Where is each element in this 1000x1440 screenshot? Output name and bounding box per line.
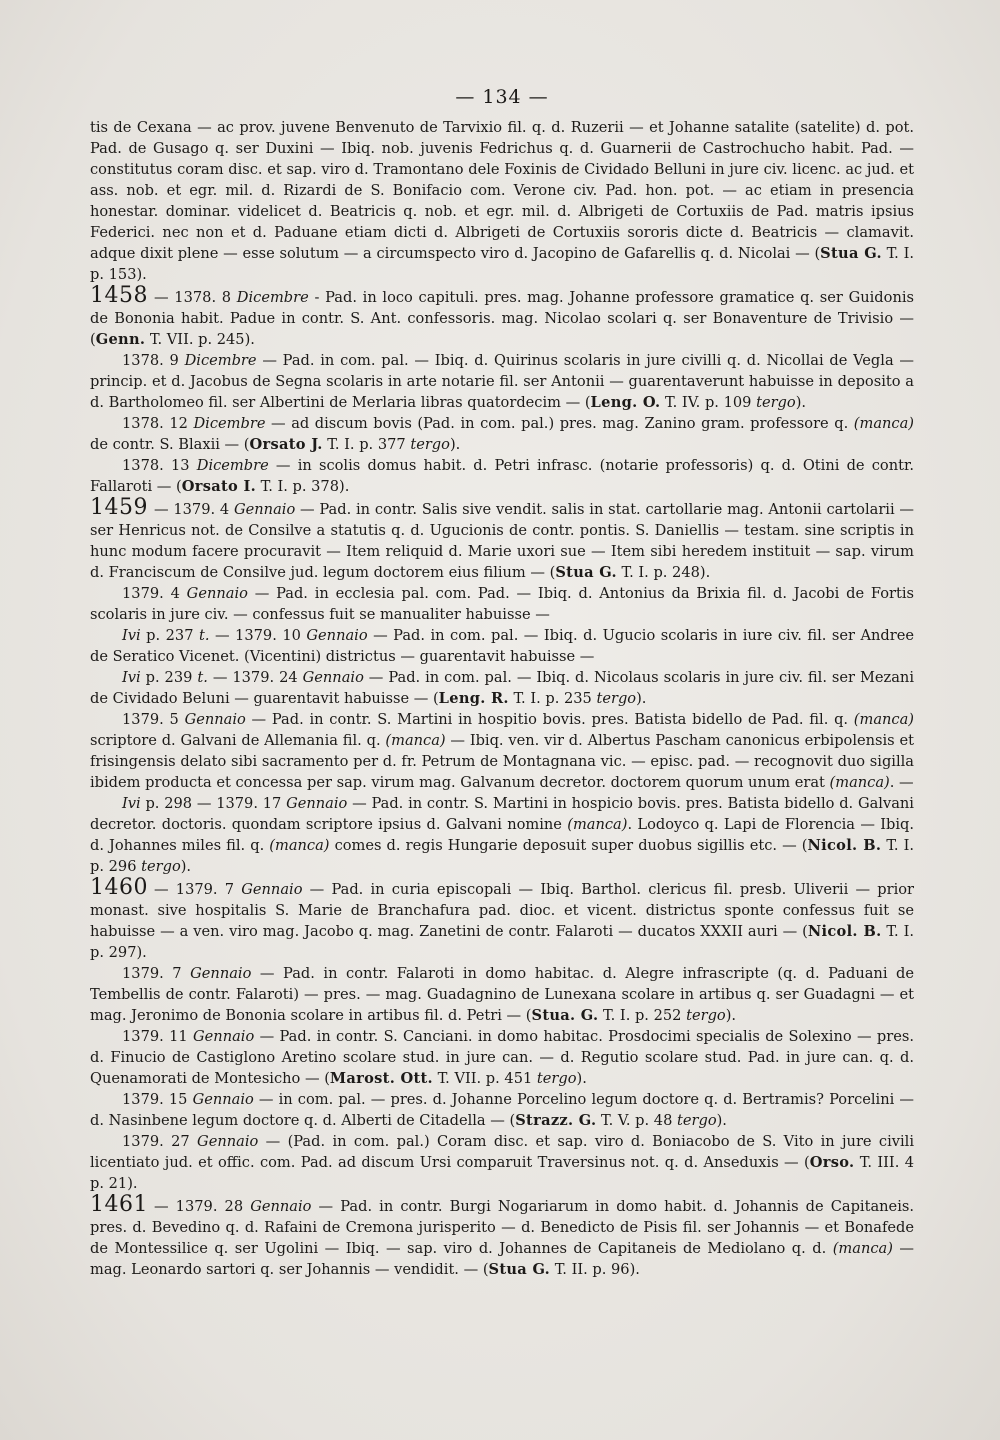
text-run: 1378. 12	[122, 415, 194, 432]
text-run: . Lodoyco q. Lapi de Florencia — Ibiq. d. Johannes miles fil. q.	[90, 816, 914, 854]
text-run: — ad discum bovis (Pad. in com. pal.) pres. mag. Zanino gram. professore q.	[265, 415, 854, 432]
text-run: — 1378. 8	[154, 289, 237, 306]
document-number: 1460	[90, 875, 148, 900]
italic-text: tergo	[686, 1007, 726, 1024]
italic-text: (manca)	[269, 837, 330, 854]
text-run: T. I. p. 252	[598, 1007, 687, 1024]
text-run: comes d. regis Hungarie deposuit super duobus sigillis etc. — (	[329, 837, 808, 854]
italic-text: (manca)	[567, 816, 628, 833]
italic-text: Gennaio	[190, 965, 252, 982]
archive-reference: Genn.	[95, 331, 146, 348]
text-run: 1379. 5	[122, 711, 185, 728]
italic-text: Ivi	[122, 627, 141, 644]
text-run: — Pad. in ecclesia pal. com. Pad. — Ibiq. d. Antonius da Brixia fil. d. Jacobi de Fortis scolaris in jure civ. — confessus fuit se manualiter habuisse —	[90, 585, 914, 623]
text-run: — Pad. in contr. Burgi Nogariarum in domo habit. d. Johannis de Capitaneis. pres. d. Bevedino q. d. Rafaini de Cremona jurisperito — d. Benedicto de Pisis fil. ser Johannis — et Bonafede de Montessilice q. ser Ugolini — Ibiq. — sap. viro d. Johannes de Capitaneis de Mediolano q. d.	[90, 1198, 914, 1257]
text-run: — Pad. in contr. Salis sive vendit. salis in stat. cartollarie mag. Antonii cartolarii — ser Henricus not. de Consilve a statutis q. d. Ugucionis de contr. pontis. S. Daniellis — testam. sine scriptis in hunc modum facere procuravit — Item reliquid d. Marie uxori sue — Item sibi heredem instituit — sap. virum d. Franciscum de Consilve jud. legum doctorem eius filium — (	[90, 501, 915, 581]
document-entry	[90, 285, 914, 350]
text-run: ).	[180, 858, 192, 875]
italic-text: (manca)	[853, 415, 914, 432]
text-run: — 1379. 28	[154, 1198, 251, 1215]
document-subentry	[90, 413, 914, 455]
italic-text: Dicembre	[236, 289, 309, 306]
text-run: 1379. 27	[122, 1133, 198, 1150]
archive-reference: Leng. O.	[590, 394, 661, 411]
text-run: T. III. 4 p. 21).	[90, 1154, 914, 1192]
italic-text: Gennaio	[302, 669, 364, 686]
text-run: T. I. p. 248).	[616, 564, 711, 581]
italic-text: Gennaio	[306, 627, 368, 644]
italic-text: Gennaio	[233, 501, 296, 518]
text-run: T. I. p. 378).	[255, 478, 350, 495]
text-run: — 1379. 10	[209, 627, 307, 644]
text-run: de contr. S. Blaxii — (	[90, 436, 250, 453]
italic-text: Dicembre	[193, 415, 266, 432]
italic-text: tergo	[677, 1112, 717, 1129]
text-run: T. I. p. 235	[508, 690, 597, 707]
text-run: — Pad. in com. pal. — Ibiq. d. Ugucio scolaris in iure civ. fil. ser Andree de Seratico Vicenet. (Vicentini) districtus — guarentavit habuisse —	[90, 627, 914, 665]
text-run: 1378. 9	[122, 352, 185, 369]
text-run: — Pad. in com. pal. — Ibiq. d. Quirinus scolaris in jure civilli q. d. Nicollai de Vegla — princip. et d. Jacobus de Segna scolaris in arte notarie fil. ser Antonii — guarentaverunt habuisse in deposito a d. Bartholomeo fil. ser Albertini de Merlaria libras quatordecim — (	[90, 352, 914, 411]
document-subentry	[90, 667, 914, 709]
italic-text: (manca)	[829, 774, 890, 791]
italic-text: Ivi	[122, 795, 141, 812]
text-run: — in scolis domus habit. d. Petri infrasc. (notarie professoris) q. d. Otini de contr. Fallaroti — (	[90, 457, 914, 495]
text-run: p. 298 — 1379. 17	[140, 795, 287, 812]
text-run: — Pad. in contr. S. Canciani. in domo habitac. Prosdocimi specialis de Solexino — pres. d. Finucio de Castiglono Aretino scolare stud. in jure can. — d. Regutio scolare stud. Pad. in jure can. q. d. Quenamorati de Montesicho — (	[90, 1028, 914, 1087]
text-run: — Pad. in contr. S. Martini in hospicio bovis. pres. Batista bidello d. Galvani decretor. doctoris. quondam scriptore ipsius d. Galvani nomine	[90, 795, 914, 833]
archive-reference: Stua G.	[488, 1261, 551, 1278]
archive-reference: Stua G.	[820, 245, 882, 262]
archive-reference: Orsato I.	[181, 478, 256, 495]
italic-text: (manca)	[385, 732, 446, 749]
text-run: — Pad. in curia episcopali — Ibiq. Barthol. clericus fil. presb. Uliverii — prior monast. sive hospitalis S. Marie de Branchafura pad. dioc. et vicent. districtus sponte confessus fuit se habuisse — a ven. viro mag. Jacobo q. mag. Zanetini de contr. Falaroti — ducatos XXXII auri — (	[90, 881, 914, 940]
archive-reference: Stua G.	[555, 564, 617, 581]
text-run: ).	[449, 436, 461, 453]
italic-text: tergo	[536, 1070, 577, 1087]
archive-reference: Nicol. B.	[807, 923, 882, 940]
italic-text: Dicembre	[184, 352, 257, 369]
text-run: T. VII. p. 451	[432, 1070, 537, 1087]
italic-text: Dicembre	[196, 457, 269, 474]
italic-text: tergo	[141, 858, 181, 875]
text-run: p. 239	[140, 669, 198, 686]
archive-reference: Orso.	[809, 1154, 855, 1171]
document-subentry	[90, 963, 914, 1026]
text-run: 1379. 11	[122, 1028, 193, 1045]
italic-text: tergo	[756, 394, 796, 411]
italic-text: (manca)	[832, 1240, 893, 1257]
continuation-paragraph	[90, 117, 914, 285]
italic-text: t.	[197, 669, 208, 686]
italic-text: Gennaio	[250, 1198, 312, 1215]
text-run: scriptore d. Galvani de Allemania fil. q.	[90, 732, 386, 749]
archive-reference: Marost. Ott.	[329, 1070, 433, 1087]
text-run: - Pad. in loco capituli. pres. mag. Johanne professore gramatice q. ser Guidonis de Bononia habit. Padue in contr. S. Ant. confessoris. mag. Nicolao scolari q. ser Bonaventure de Trivisio — (	[90, 289, 914, 348]
text-run: — 1379. 24	[207, 669, 303, 686]
text-run: . —	[889, 774, 914, 791]
italic-text: Gennaio	[193, 1028, 255, 1045]
text-run: T. V. p. 48	[596, 1112, 677, 1129]
document-entry	[90, 877, 914, 963]
italic-text: Gennaio	[197, 1133, 259, 1150]
archive-reference: Leng. R.	[438, 690, 509, 707]
document-subentry	[90, 583, 914, 625]
document-number: 1459	[90, 495, 148, 520]
text-run: ).	[725, 1007, 737, 1024]
text-run: ).	[716, 1112, 727, 1129]
text-run: — Pad. in com. pal. — Ibiq. d. Nicolaus scolaris in jure civ. fil. ser Mezani de Cividado Beluni — guarentavit habuisse — (	[90, 669, 914, 707]
italic-text: Gennaio	[184, 711, 246, 728]
italic-text: t.	[198, 627, 210, 644]
text-run: T. I. p. 153).	[90, 245, 914, 283]
italic-text: Gennaio	[241, 881, 303, 898]
document-subentry	[90, 1089, 914, 1131]
document-subentry	[90, 1131, 914, 1194]
italic-text: Gennaio	[186, 585, 248, 602]
italic-text: Ivi	[122, 669, 141, 686]
text-run: — 1379. 4	[154, 501, 234, 518]
text-run: — mag. Leonardo sartori q. ser Johannis — vendidit. — (	[90, 1240, 914, 1278]
italic-text: tergo	[596, 690, 637, 707]
text-run: 1379. 7	[122, 965, 191, 982]
italic-text: (manca)	[853, 711, 914, 728]
text-run: T. I. p. 377	[322, 436, 411, 453]
text-run: T. I. p. 296	[90, 837, 915, 875]
text-run: ).	[636, 690, 647, 707]
archive-reference: Orsato J.	[249, 436, 323, 453]
text-run: 1379. 15	[122, 1091, 193, 1108]
text-run: tis de Cexana — ac prov. juvene Benvenuto de Tarvixio fil. q. d. Ruzerii — et Johanne satalite (satelite) d. pot. Pad. de Gusago q. ser Duxini — Ibiq. nob. juvenis Fedrichus q. d. Guarnerii de Castrochucho habit. Pad. — constitutus coram disc. et sap. viro d. Tramontano dele Foxinis de Cividado Belluni in jure civ. licenc. ac jud. et ass. nob. et egr. mil. d. Rizardi de S. Bonifacio com. Verone civ. Pad. hon. pot. — ac etiam in presencia honestar. dominar. videlicet d. Beatricis q. nob. et egr. mil. d. Albrigeti de Cortuxiis de Pad. matris ipsius Federici. nec non et d. Paduane etiam dicti d. Albrigeti de Cortuxiis sororis dicte d. Beatricis — clamavit. adque dixit plene — esse solutum — a circumspecto viro d. Jacopino de Gafarellis q. d. Nicolai — (	[90, 119, 914, 262]
text-run: — 1379. 7	[154, 881, 242, 898]
text-run: 1378. 13	[122, 457, 197, 474]
text-run: — Pad. in contr. Falaroti in domo habitac. d. Alegre infrascripte (q. d. Paduani de Tembellis de contr. Falaroti) — pres. — mag. Guadagnino de Lunexana scolare in artibus q. ser Guadagni — et mag. Jeronimo de Bononia scolare in artibus fil. d. Petri — (	[90, 965, 914, 1024]
italic-text: Gennaio	[192, 1091, 254, 1108]
text-run: ).	[795, 394, 807, 411]
document-subentry	[90, 793, 914, 877]
document-number: 1461	[90, 1192, 148, 1217]
document-subentry	[90, 625, 914, 667]
text-run: T. IV. p. 109	[660, 394, 757, 411]
text-run: — (Pad. in com. pal.) Coram disc. et sap. viro d. Boniacobo de S. Vito in jure civili licentiato jud. et offic. com. Pad. ad discum Ursi comparuit Traversinus not. q. d. Anseduxis — (	[90, 1133, 914, 1171]
document-body	[90, 117, 914, 1280]
archive-reference: Stua. G.	[531, 1007, 599, 1024]
text-run: T. VII. p. 245).	[145, 331, 255, 348]
text-run: ).	[576, 1070, 587, 1087]
italic-text: tergo	[410, 436, 450, 453]
text-run: T. I. p. 297).	[90, 923, 914, 961]
text-run: — Pad. in contr. S. Martini in hospitio bovis. pres. Batista bidello de Pad. fil. q.	[245, 711, 854, 728]
text-run: — in com. pal. — pres. d. Johanne Porcelino legum doctore q. d. Bertramis? Porcelini — d. Nasinbene legum doctore q. d. Alberti de Citadella — (	[90, 1091, 914, 1129]
document-entry	[90, 497, 914, 583]
archive-reference: Nicol. B.	[807, 837, 882, 854]
text-run: — Ibiq. ven. vir d. Albertus Pascham canonicus erbipolensis et frisingensis delato sibi sacramento per d. fr. Petrum de Montagnana vic. — episc. pad. — recognovit duo sigilla ibidem producta et concessa per sap. virum mag. Galvanum decretor. doctorem quorum unum erat	[90, 732, 914, 791]
text-run: 1379. 4	[122, 585, 187, 602]
text-run: p. 237	[140, 627, 199, 644]
document-number: 1458	[90, 283, 148, 308]
text-run: T. II. p. 96).	[550, 1261, 640, 1278]
document-subentry	[90, 1026, 914, 1089]
document-subentry	[90, 455, 914, 497]
document-subentry	[90, 709, 914, 793]
archive-reference: Strazz. G.	[515, 1112, 597, 1129]
italic-text: Gennaio	[286, 795, 348, 812]
page-number: — 134 —	[455, 86, 549, 108]
document-subentry	[90, 350, 914, 413]
document-entry	[90, 1194, 914, 1280]
